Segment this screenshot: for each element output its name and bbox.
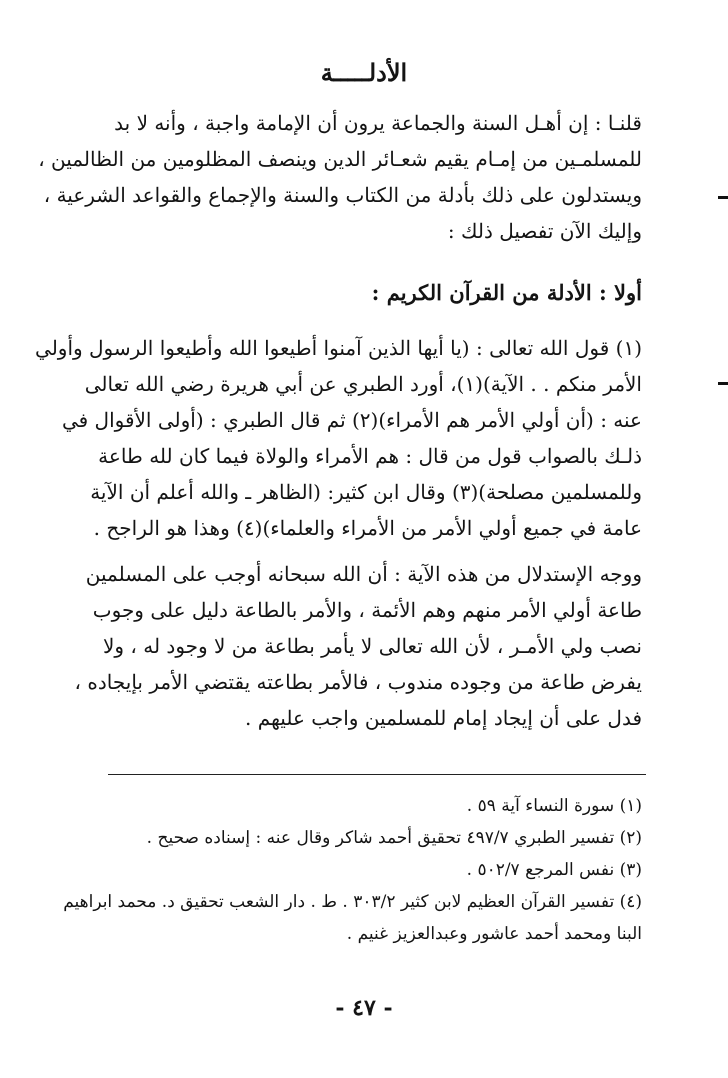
text-line: قلنـا : إن أهـل السنة والجماعة يرون أن الإمامة واجبة ، وأنه لا بد <box>114 111 642 135</box>
section-heading: أولا : الأدلة من القرآن الكريم : <box>371 280 642 305</box>
argument-paragraph <box>74 556 642 736</box>
text-line: ويستدلون على ذلك بأدلة من الكتاب والسنة والإجماع والقواعد الشرعية ، <box>43 183 642 207</box>
intro-paragraph <box>38 105 642 249</box>
page-number: - ٤٧ - <box>335 995 393 1021</box>
text-line: يفرض طاعة من وجوده مندوب ، فالأمر بطاعته يقتضي الأمر بإيجاده ، <box>74 670 642 694</box>
text-line: طاعة أولي الأمر منهم وهم الأئمة ، والأمر بالطاعة دليل على وجوب <box>92 598 642 622</box>
footnote-line: (٤) تفسير القرآن العظيم لابن كثير ٣٠٣/٢ . ط . دار الشعب تحقيق د. محمد ابراهيم <box>63 892 642 912</box>
text-line: ووجه الإستدلال من هذه الآية : أن الله سبحانه أوجب على المسلمين <box>85 562 642 586</box>
margin-mark <box>718 196 728 199</box>
footnote-line: البنا ومحمد أحمد عاشور وعبدالعزيز غنيم . <box>346 924 642 944</box>
text-line: وإليك الآن تفصيل ذلك : <box>447 219 642 243</box>
footnotes <box>63 790 642 950</box>
footnote-divider <box>108 774 646 775</box>
text-line: الأمر منكم . . الآية)(١)، أورد الطبري عن أبي هريرة رضي الله تعالى <box>84 372 642 396</box>
text-line: فدل على أن إيجاد إمام للمسلمين واجب عليهم . <box>245 706 642 730</box>
margin-mark <box>718 382 728 385</box>
text-line: عامة في جميع أولي الأمر من الأمراء والعلماء)(٤) وهذا هو الراجح . <box>93 516 642 540</box>
page-title: الأدلـــــة <box>320 58 408 87</box>
text-line: ذلـك بالصواب قول من قال : هم الأمراء والولاة فيما كان لله طاعة <box>98 444 642 468</box>
text-line: عنه : (أن أولي الأمر هم الأمراء)(٢) ثم قال الطبري : (أولى الأقوال في <box>61 408 642 432</box>
footnote-line: (٢) تفسير الطبري ٤٩٧/٧ تحقيق أحمد شاكر وقال عنه : إسناده صحيح . <box>146 828 642 848</box>
text-line: للمسلمـين من إمـام يقيم شعـائر الدين وينصف المظلومين من الظالمين ، <box>38 147 642 171</box>
text-line: وللمسلمين مصلحة)(٣) وقال ابن كثير: (الظاهر ـ والله أعلم أن الآية <box>90 480 642 504</box>
proof-paragraph <box>35 330 642 546</box>
text-line: (١) قول الله تعالى : (يا أيها الذين آمنوا أطيعوا الله وأطيعوا الرسول وأولي <box>35 336 642 360</box>
text-line: نصب ولي الأمـر ، لأن الله تعالى لا يأمر بطاعة من لا وجود له ، ولا <box>103 634 642 658</box>
footnote-line: (١) سورة النساء آية ٥٩ . <box>466 796 642 816</box>
footnote-line: (٣) نفس المرجع ٥٠٢/٧ . <box>466 860 642 880</box>
